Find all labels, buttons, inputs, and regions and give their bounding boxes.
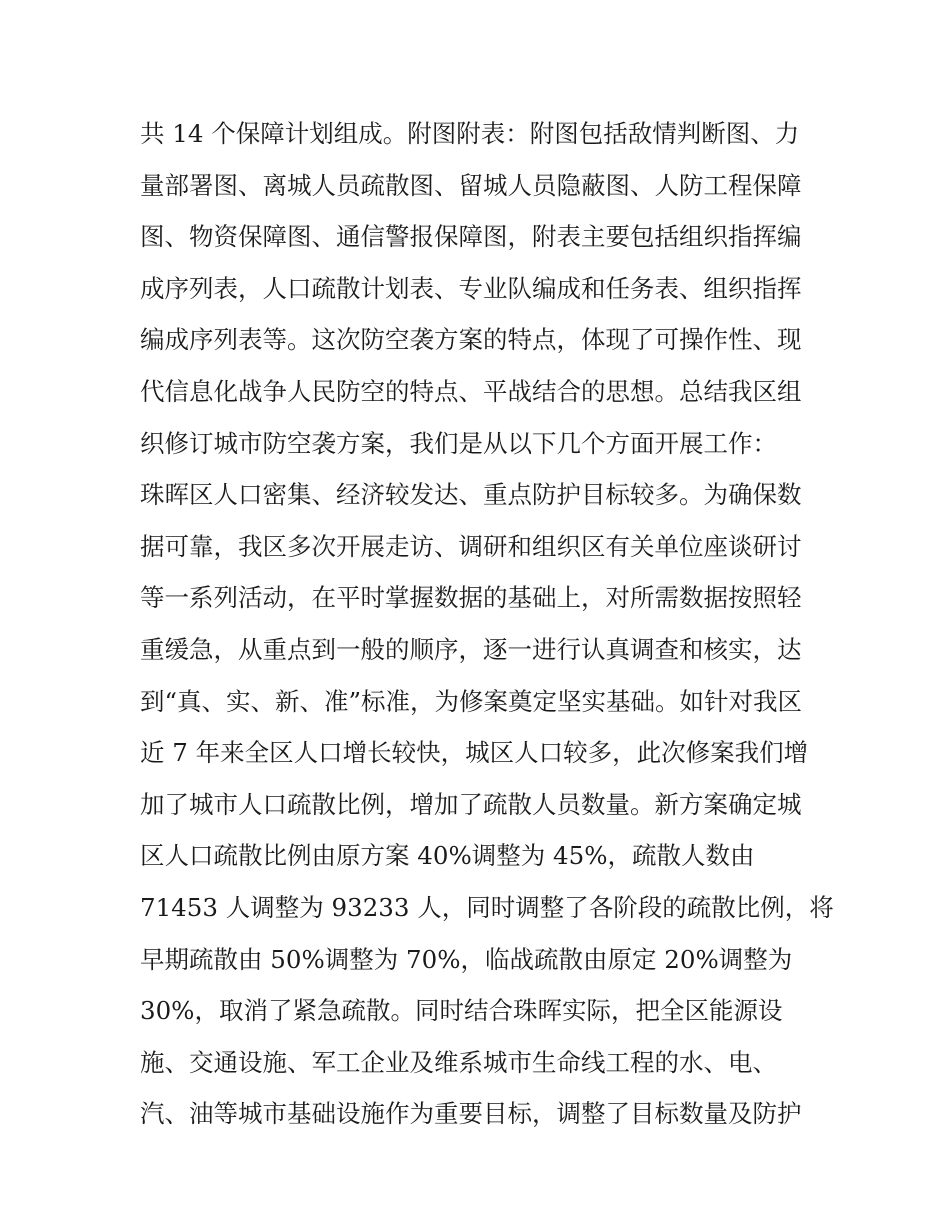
text-line-8: 珠晖区人口密集、经济较发达、重点防护目标较多。为确保数 <box>140 480 802 510</box>
text-line-13: 近 7 年来全区人口增长较快，城区人口较多，此次修案我们增 <box>140 738 809 768</box>
text-line-6: 代信息化战争人民防空的特点、平战结合的思想。总结我区组 <box>140 376 802 406</box>
text-line-19: 施、交通设施、军工企业及维系城市生命线工程的水、电、 <box>140 1047 777 1077</box>
text-line-11: 重缓急，从重点到一般的顺序，逐一进行认真调查和核实，达 <box>140 634 802 664</box>
text-line-3: 图、物资保障图、通信警报保障图，附表主要包括组织指挥编 <box>140 222 802 252</box>
text-line-17: 早期疏散由 50%调整为 70%，临战疏散由原定 20%调整为 <box>140 944 793 974</box>
text-line-5: 编成序列表等。这次防空袭方案的特点，体现了可操作性、现 <box>140 325 802 355</box>
text-line-18: 30%，取消了紧急疏散。同时结合珠晖实际，把全区能源设 <box>140 996 783 1026</box>
text-line-7: 织修订城市防空袭方案，我们是从以下几个方面开展工作： <box>140 428 777 458</box>
text-line-9: 据可靠，我区多次开展走访、调研和组织区有关单位座谈研讨 <box>140 531 802 561</box>
text-line-14: 加了城市人口疏散比例，增加了疏散人员数量。新方案确定城 <box>140 789 802 819</box>
body-text <box>140 108 834 1140</box>
text-line-20: 汽、油等城市基础设施作为重要目标，调整了目标数量及防护 <box>140 1099 802 1129</box>
text-line-12: 到“真、实、新、准”标准，为修案奠定坚实基础。如针对我区 <box>140 686 803 716</box>
text-line-4: 成序列表，人口疏散计划表、专业队编成和任务表、组织指挥 <box>140 273 802 303</box>
text-line-15: 区人口疏散比例由原方案 40%调整为 45%，疏散人数由 <box>140 841 755 871</box>
text-line-16: 71453 人调整为 93233 人，同时调整了各阶段的疏散比例，将 <box>140 892 834 922</box>
text-line-1: 共 14 个保障计划组成。附图附表：附图包括敌情判断图、力 <box>140 119 800 148</box>
text-line-2: 量部署图、离城人员疏散图、留城人员隐蔽图、人防工程保障 <box>140 170 802 200</box>
text-line-10: 等一系列活动，在平时掌握数据的基础上，对所需数据按照轻 <box>140 583 802 613</box>
